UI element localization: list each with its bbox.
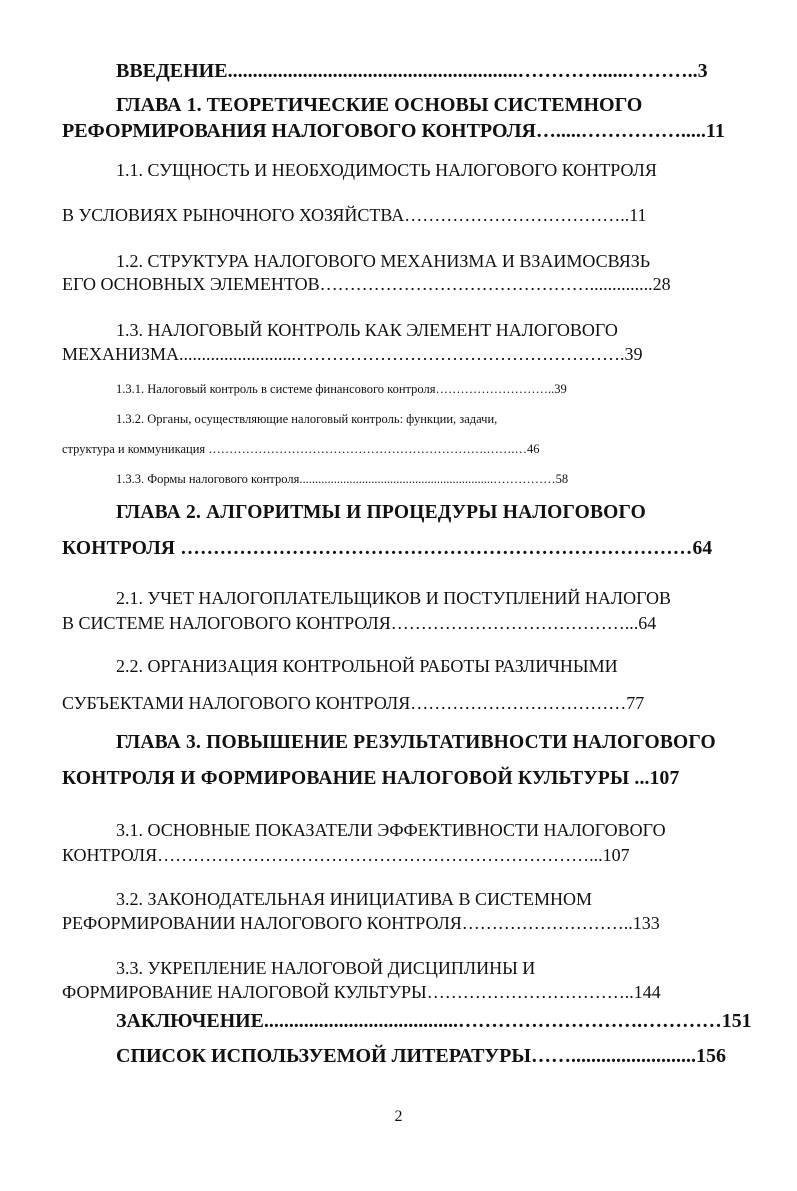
toc-conclusion: ЗАКЛЮЧЕНИЕ.......................................……………………….…………151	[116, 1010, 752, 1032]
toc-subsection-1-3-3: 1.3.3. Формы налогового контроля..............................................................……………58	[116, 472, 569, 486]
toc-section-2-2: 2.2. ОРГАНИЗАЦИЯ КОНТРОЛЬНОЙ РАБОТЫ РАЗЛИЧНЫМИ	[116, 656, 618, 676]
toc-chapter-1-title: ГЛАВА 1. ТЕОРЕТИЧЕСКИЕ ОСНОВЫ СИСТЕМНОГО	[116, 94, 643, 116]
toc-section-3-2-cont: РЕФОРМИРОВАНИИ НАЛОГОВОГО КОНТРОЛЯ………………………..133	[62, 913, 660, 933]
toc-section-3-1-cont: КОНТРОЛЯ………………………………………………………………...107	[62, 845, 630, 865]
toc-section-1-3-cont: МЕХАНИЗМА..........................……………………………………………….39	[62, 344, 643, 364]
page-number: 2	[394, 1108, 403, 1125]
toc-subsection-1-3-1: 1.3.1. Налоговый контроль в системе финансового контроля………………………..39	[116, 382, 567, 396]
toc-section-2-1: 2.1. УЧЕТ НАЛОГОПЛАТЕЛЬЩИКОВ И ПОСТУПЛЕНИЙ НАЛОГОВ	[116, 588, 672, 608]
toc-chapter-2-title-cont: КОНТРОЛЯ ……………………………………………………………………64	[62, 538, 713, 559]
toc-literature: СПИСОК ИСПОЛЬЗУЕМОЙ ЛИТЕРАТУРЫ…….........................156	[116, 1045, 726, 1067]
toc-section-1-1: 1.1. СУЩНОСТЬ И НЕОБХОДИМОСТЬ НАЛОГОВОГО КОНТРОЛЯ	[116, 160, 657, 180]
toc-section-1-2: 1.2. СТРУКТУРА НАЛОГОВОГО МЕХАНИЗМА И ВЗАИМОСВЯЗЬ	[116, 251, 651, 271]
toc-section-1-3: 1.3. НАЛОГОВЫЙ КОНТРОЛЬ КАК ЭЛЕМЕНТ НАЛОГОВОГО	[116, 320, 618, 340]
toc-section-2-2-cont: СУБЪЕКТАМИ НАЛОГОВОГО КОНТРОЛЯ………………………………77	[62, 693, 645, 713]
toc-section-3-1: 3.1. ОСНОВНЫЕ ПОКАЗАТЕЛИ ЭФФЕКТИВНОСТИ НАЛОГОВОГО	[116, 820, 666, 840]
toc-chapter-3-title: ГЛАВА 3. ПОВЫШЕНИЕ РЕЗУЛЬТАТИВНОСТИ НАЛОГОВОГО	[116, 732, 716, 753]
toc-chapter-1-title-cont: РЕФОРМИРОВАНИЯ НАЛОГОВОГО КОНТРОЛЯ….....…………….....11	[62, 120, 725, 142]
toc-section-3-3-cont: ФОРМИРОВАНИЕ НАЛОГОВОЙ КУЛЬТУРЫ……………………………..144	[62, 982, 661, 1002]
toc-section-2-1-cont: В СИСТЕМЕ НАЛОГОВОГО КОНТРОЛЯ…………………………………...64	[62, 613, 657, 633]
toc-subsection-1-3-2-cont: структура и коммуникация ………………………………………………………….…….…46	[62, 442, 540, 456]
toc-subsection-1-3-2: 1.3.2. Органы, осуществляющие налоговый контроль: функции, задачи,	[116, 412, 498, 426]
toc-chapter-2-title: ГЛАВА 2. АЛГОРИТМЫ И ПРОЦЕДУРЫ НАЛОГОВОГО	[116, 502, 647, 523]
toc-section-1-1-cont: В УСЛОВИЯХ РЫНОЧНОГО ХОЗЯЙСТВА………………………………..11	[62, 205, 647, 225]
toc-section-3-3: 3.3. УКРЕПЛЕНИЕ НАЛОГОВОЙ ДИСЦИПЛИНЫ И	[116, 958, 536, 978]
toc-section-3-2: 3.2. ЗАКОНОДАТЕЛЬНАЯ ИНИЦИАТИВА В СИСТЕМНОМ	[116, 889, 592, 909]
toc-intro: ВВЕДЕНИЕ..........................................................…………......………..3	[116, 60, 708, 82]
toc-section-1-2-cont: ЕГО ОСНОВНЫХ ЭЛЕМЕНТОВ………………………………………..............28	[62, 274, 671, 294]
toc-chapter-3-title-cont: КОНТРОЛЯ И ФОРМИРОВАНИЕ НАЛОГОВОЙ КУЛЬТУРЫ ...107	[62, 768, 680, 789]
